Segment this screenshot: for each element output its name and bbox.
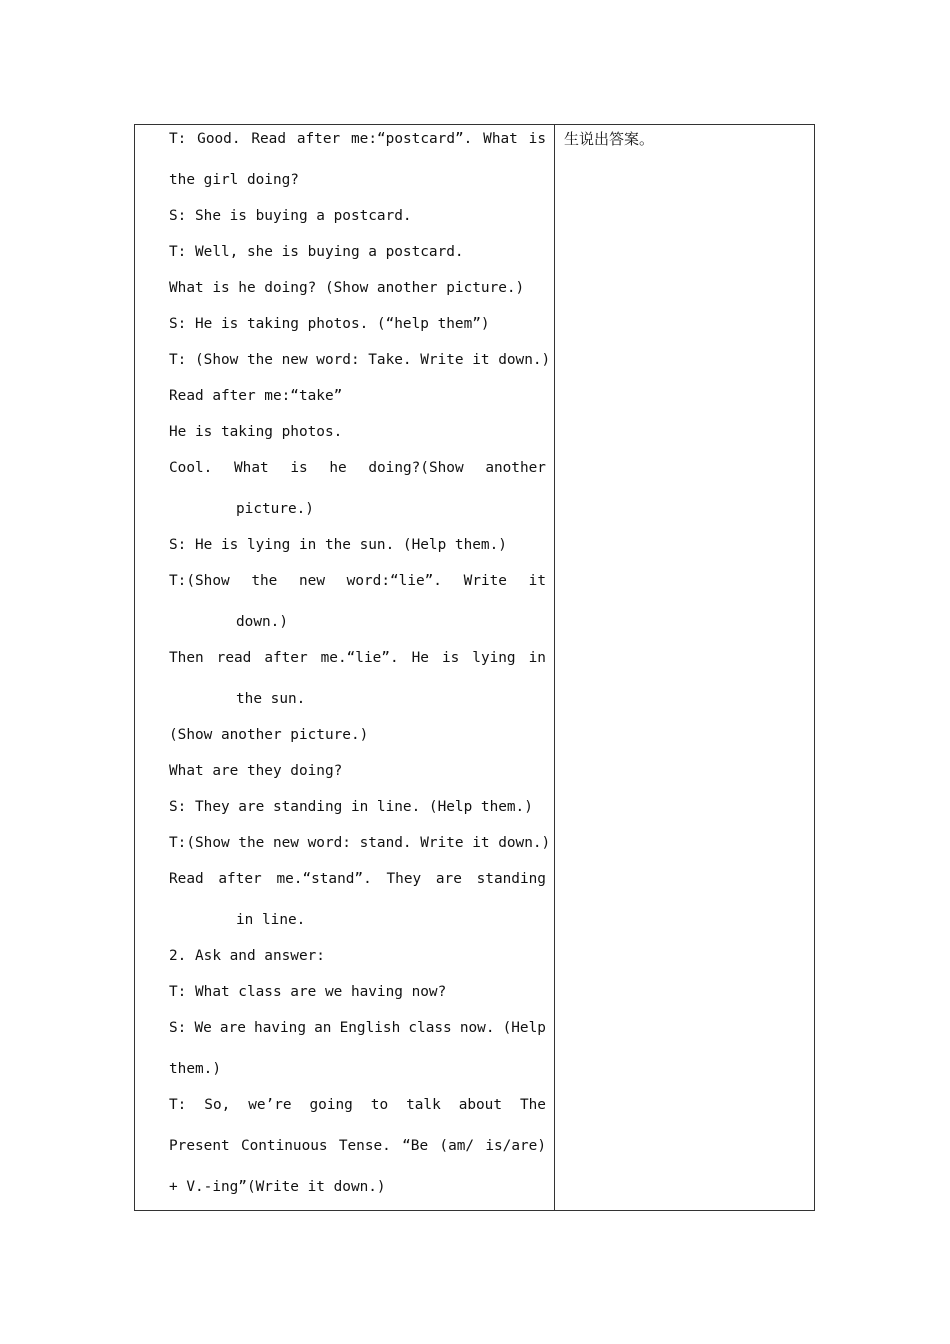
text-line: Present Continuous Tense. “Be (am/ is/are)	[169, 1138, 546, 1154]
text-line: 2. Ask and answer:	[169, 948, 325, 964]
text-line: Read after me:“take”	[169, 388, 343, 404]
lesson-table	[134, 124, 815, 1211]
text-line: S: He is lying in the sun. (Help them.)	[169, 537, 507, 553]
text-line: Then read after me.“lie”. He is lying in	[169, 650, 546, 666]
text-line: S: We are having an English class now. (Help	[169, 1020, 546, 1036]
text-line: T:(Show the new word:“lie”. Write it	[169, 573, 546, 589]
text-line: T:(Show the new word: stand. Write it down.)	[169, 835, 551, 851]
text-line: in line.	[236, 912, 306, 928]
text-line: Cool. What is he doing?(Show another	[169, 460, 546, 476]
text-line: T: So, we’re going to talk about The	[169, 1097, 546, 1113]
text-line: He is taking photos.	[169, 424, 343, 440]
text-line: the sun.	[236, 691, 306, 707]
text-line: them.)	[169, 1061, 221, 1077]
text-line: S: They are standing in line. (Help them.)	[169, 799, 533, 815]
text-line: down.)	[236, 614, 288, 630]
student-activity-text: 生说出答案。	[564, 130, 655, 148]
text-line: Read after me.“stand”. They are standing	[169, 871, 546, 887]
text-line: the girl doing?	[169, 172, 299, 188]
text-line: T: Well, she is buying a postcard.	[169, 244, 464, 260]
text-line: + V.-ing”(Write it down.)	[169, 1179, 386, 1195]
text-line: T: Good. Read after me:“postcard”. What is	[169, 131, 546, 147]
text-line: What is he doing? (Show another picture.)	[169, 280, 525, 296]
teaching-process-cell	[135, 125, 554, 1210]
text-line: T: (Show the new word: Take. Write it down.)	[169, 352, 551, 368]
text-line: T: What class are we having now?	[169, 984, 447, 1000]
text-line: What are they doing?	[169, 763, 343, 779]
text-line: (Show another picture.)	[169, 727, 369, 743]
text-line: picture.)	[236, 501, 314, 517]
text-line: S: He is taking photos. (“help them”)	[169, 316, 490, 332]
text-line: S: She is buying a postcard.	[169, 208, 412, 224]
student-activity-cell	[555, 125, 814, 1210]
